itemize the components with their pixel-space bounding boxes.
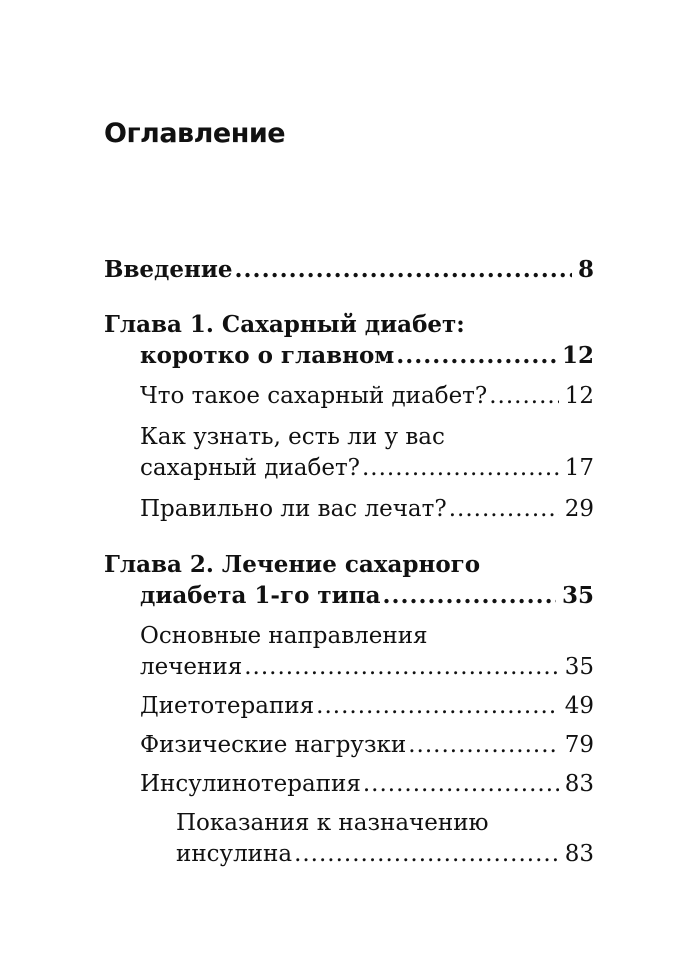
toc-entry-insulin-therapy[interactable]	[104, 769, 594, 800]
toc-entry-chapter-2[interactable]	[104, 549, 594, 611]
toc-page-number: 12	[561, 342, 594, 369]
toc-entry-introduction[interactable]	[104, 254, 594, 285]
toc-entry-diet-therapy[interactable]	[104, 691, 594, 722]
toc-entry-label: Основные направления	[140, 623, 428, 649]
toc-entry-label-continued: сахарный диабет?	[140, 455, 360, 481]
leader-dots	[489, 381, 558, 412]
leader-dots	[294, 839, 559, 870]
toc-entry-label-continued: диабета 1-го типа	[140, 582, 381, 609]
page-title: Оглавление	[104, 118, 286, 149]
leader-dots	[382, 580, 556, 611]
toc-page-number: 35	[561, 582, 594, 609]
toc-page-number: 79	[564, 732, 594, 758]
toc-entry-main-directions[interactable]	[104, 621, 594, 683]
leader-dots	[408, 730, 559, 761]
toc-entry-treatment-check[interactable]	[104, 494, 594, 525]
toc-entry-chapter-1[interactable]	[104, 309, 594, 371]
toc-entry-physical-activity[interactable]	[104, 730, 594, 761]
toc-entry-label: Диетотерапия	[140, 693, 315, 719]
toc-entry-label-continued: коротко о главном	[140, 342, 395, 369]
toc-entry-how-to-know[interactable]	[104, 422, 594, 484]
toc-entry-label: Инсулинотерапия	[140, 771, 361, 797]
toc-page-number: 12	[564, 383, 594, 409]
toc-entry-label: Глава 2. Лечение сахарного	[104, 551, 481, 578]
toc-page-number: 49	[564, 693, 594, 719]
toc-entry-what-is-diabetes[interactable]	[104, 381, 594, 412]
leader-dots	[235, 254, 572, 285]
table-of-contents	[104, 254, 594, 870]
leader-dots	[316, 691, 559, 722]
toc-page-number: 8	[577, 256, 594, 283]
toc-entry-label: Физические нагрузки	[140, 732, 407, 758]
leader-dots	[244, 652, 559, 683]
toc-entry-label: Показания к назначению	[176, 810, 489, 836]
toc-entry-label-continued: инсулина	[176, 841, 293, 867]
toc-entry-label: Что такое сахарный диабет?	[140, 383, 488, 409]
leader-dots	[396, 340, 556, 371]
toc-page-number: 29	[564, 496, 594, 522]
toc-page-number: 83	[564, 771, 594, 797]
leader-dots	[363, 769, 559, 800]
toc-entry-label: Правильно ли вас лечат?	[140, 496, 447, 522]
toc-page-number: 35	[564, 654, 594, 680]
toc-page-number: 83	[564, 841, 594, 867]
toc-entry-label: Введение	[104, 256, 233, 283]
toc-entry-insulin-indications[interactable]	[104, 808, 594, 870]
toc-page-number: 17	[564, 455, 594, 481]
toc-entry-label: Глава 1. Сахарный диабет:	[104, 311, 465, 338]
leader-dots	[362, 453, 559, 484]
leader-dots	[449, 494, 559, 525]
toc-entry-label-continued: лечения	[140, 654, 243, 680]
toc-entry-label: Как узнать, есть ли у вас	[140, 424, 445, 450]
